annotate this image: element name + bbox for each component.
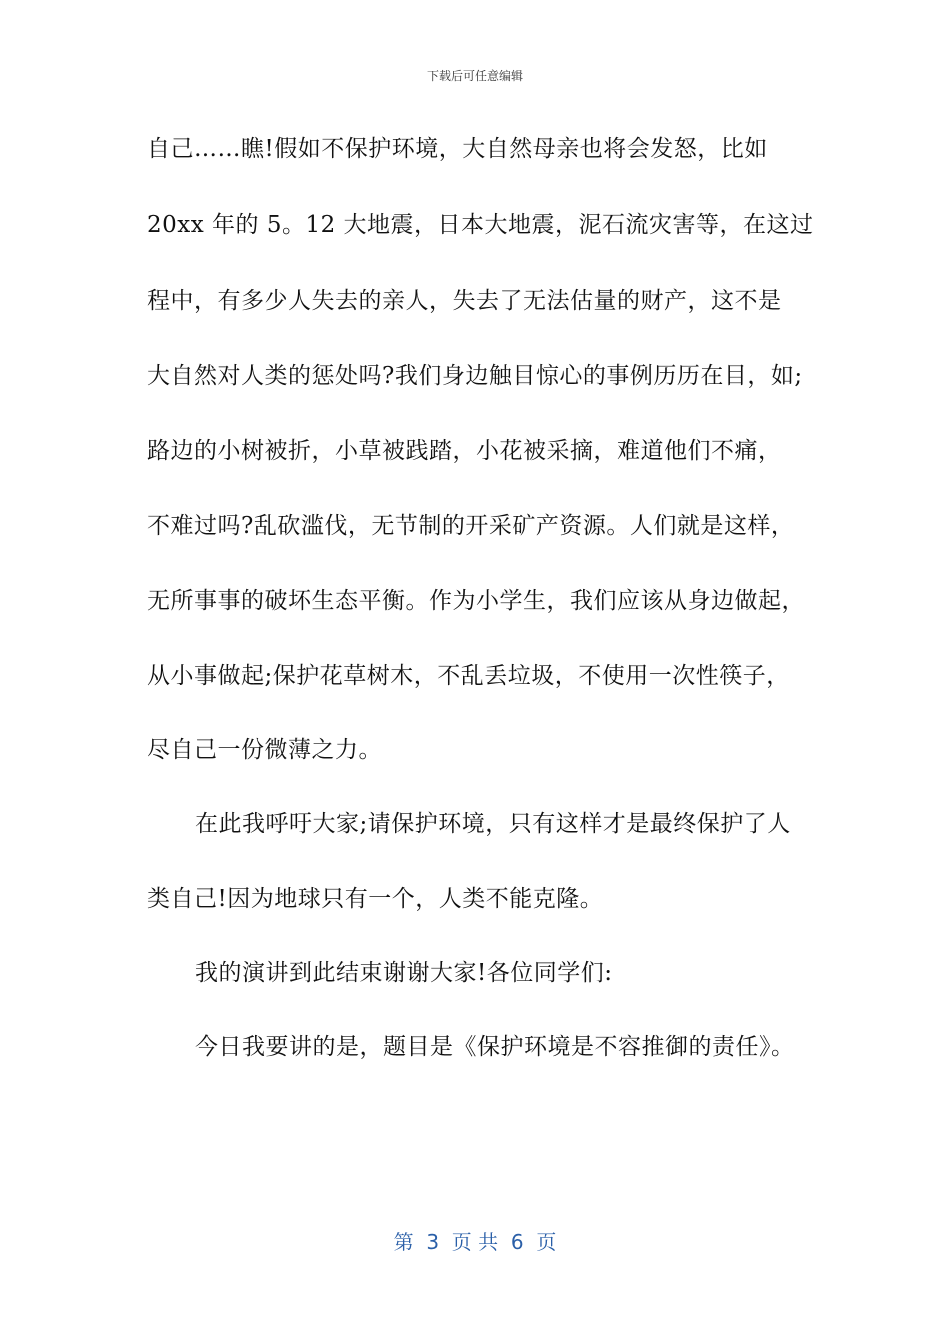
text-line: 在此我呼吁大家;请保护环境，只有这样才是最终保护了人	[195, 811, 791, 837]
text-line: 类自己!因为地球只有一个，人类不能克隆。	[147, 886, 604, 912]
text-line: 大自然对人类的惩处吗?我们身边触目惊心的事例历历在目，如;	[147, 363, 803, 389]
page-number-footer	[0, 1226, 950, 1255]
text-line: 无所事事的破坏生态平衡。作为小学生，我们应该从身边做起，	[147, 588, 805, 614]
text-line: 20xx 年的 5。12 大地震，日本大地震，泥石流灾害等，在这过	[147, 212, 814, 238]
text-line: 今日我要讲的是，题目是《保护环境是不容推御的责任》。	[195, 1034, 795, 1060]
text-line: 不难过吗?乱砍滥伐，无节制的开采矿产资源。人们就是这样，	[147, 513, 795, 539]
text-line: 从小事做起;保护花草树木，不乱丢垃圾，不使用一次性筷子，	[147, 663, 790, 689]
text-line: 路边的小树被折，小草被践踏，小花被采摘，难道他们不痛，	[147, 438, 782, 464]
header-note: 下载后可任意编辑	[426, 69, 523, 83]
text-line: 尽自己一份微薄之力。	[147, 737, 382, 763]
page-label: 第 3 页 共 6 页	[393, 1230, 557, 1254]
text-line: 我的演讲到此结束谢谢大家!各位同学们:	[195, 960, 613, 986]
text-line: 自己……瞧!假如不保护环境，大自然母亲也将会发怒，比如	[147, 136, 768, 162]
text-line: 程中，有多少人失去的亲人，失去了无法估量的财产，这不是	[147, 288, 782, 314]
